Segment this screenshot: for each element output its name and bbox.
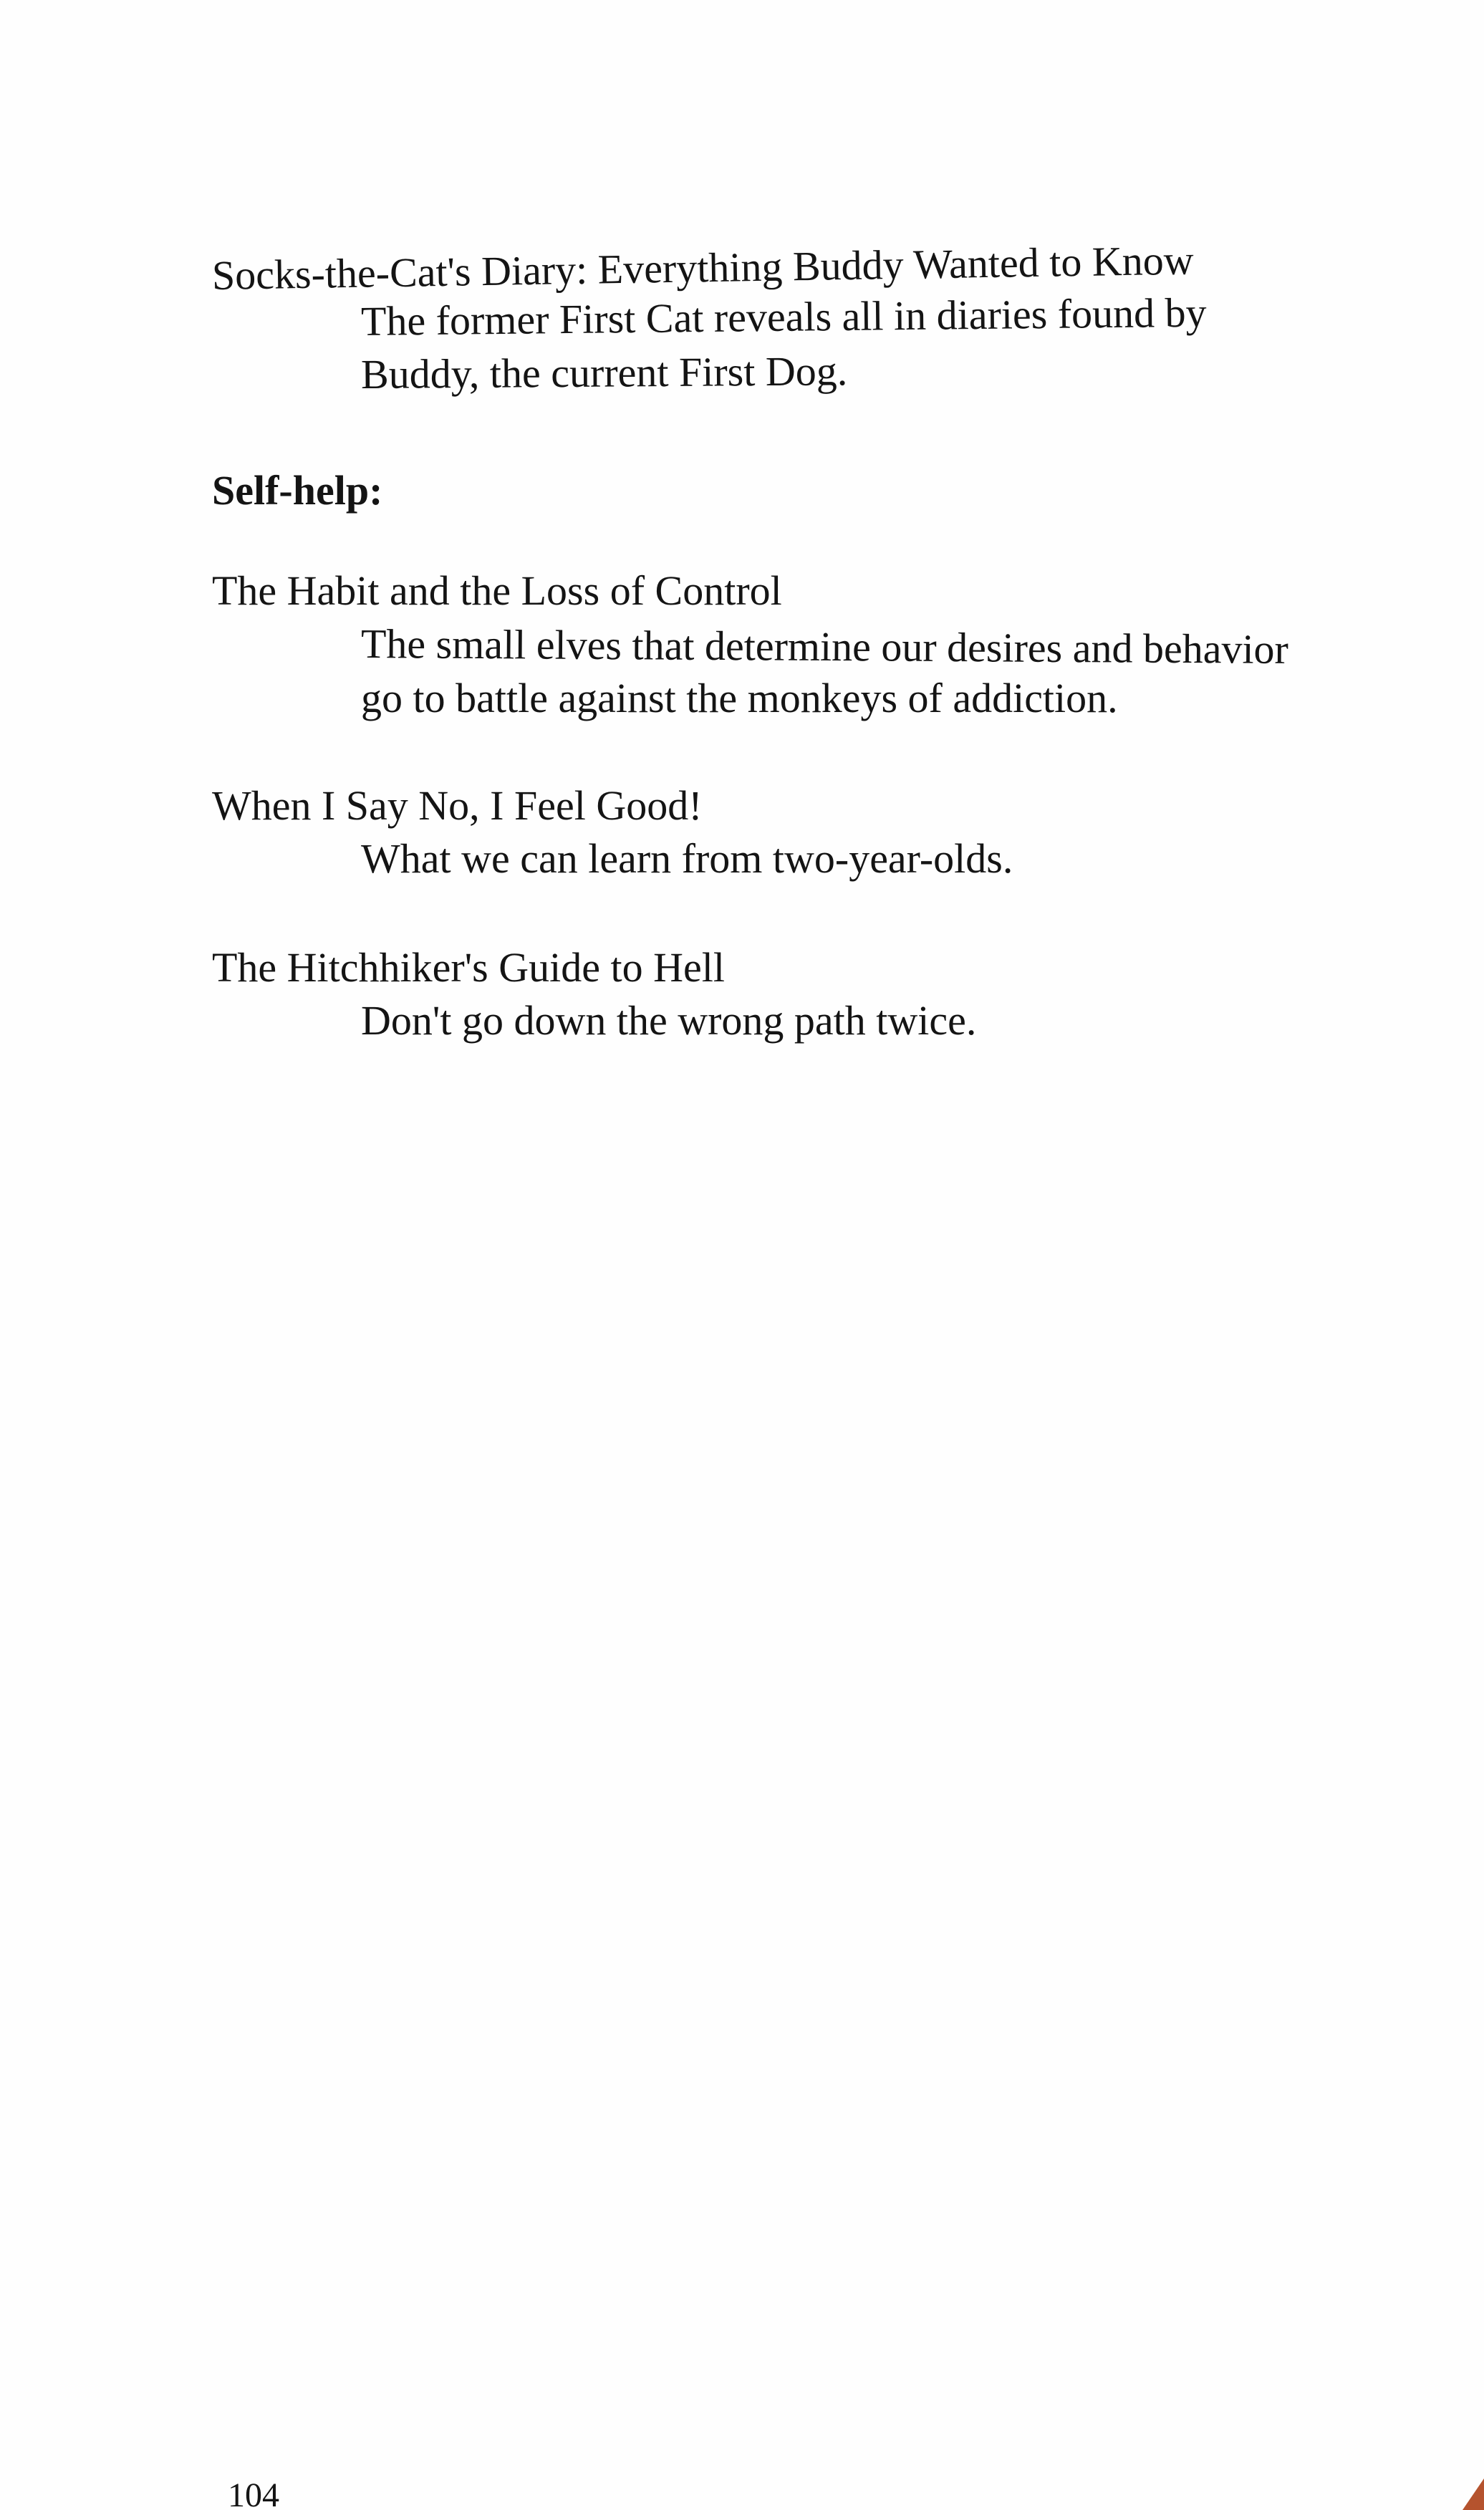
- page-number: 104: [228, 2476, 279, 2510]
- entry-title-habit: The Habit and the Loss of Control: [212, 567, 782, 614]
- entry-title-say-no: When I Say No, I Feel Good!: [212, 782, 703, 829]
- entry-title-hitchhiker: The Hitchhiker's Guide to Hell: [212, 944, 725, 991]
- section-heading-self-help: Self-help:: [212, 467, 383, 514]
- entry-desc-habit-line1: The small elves that determine our desires and behavior: [360, 620, 1289, 673]
- entry-desc-habit-line2: go to battle against the monkeys of addiction.: [361, 675, 1118, 721]
- page-corner-mark: [1463, 2478, 1484, 2510]
- entry-title-socks-diary: Socks-the-Cat's Diary: Everything Buddy Wanted to Know: [211, 236, 1195, 299]
- entry-desc-say-no-line1: What we can learn from two-year-olds.: [361, 835, 1013, 882]
- entry-desc-hitchhiker-line1: Don't go down the wrong path twice.: [361, 997, 977, 1044]
- entry-desc-socks-diary-line1: The former First Cat reveals all in diaries found by: [360, 289, 1207, 345]
- entry-desc-socks-diary-line2: Buddy, the current First Dog.: [360, 347, 848, 398]
